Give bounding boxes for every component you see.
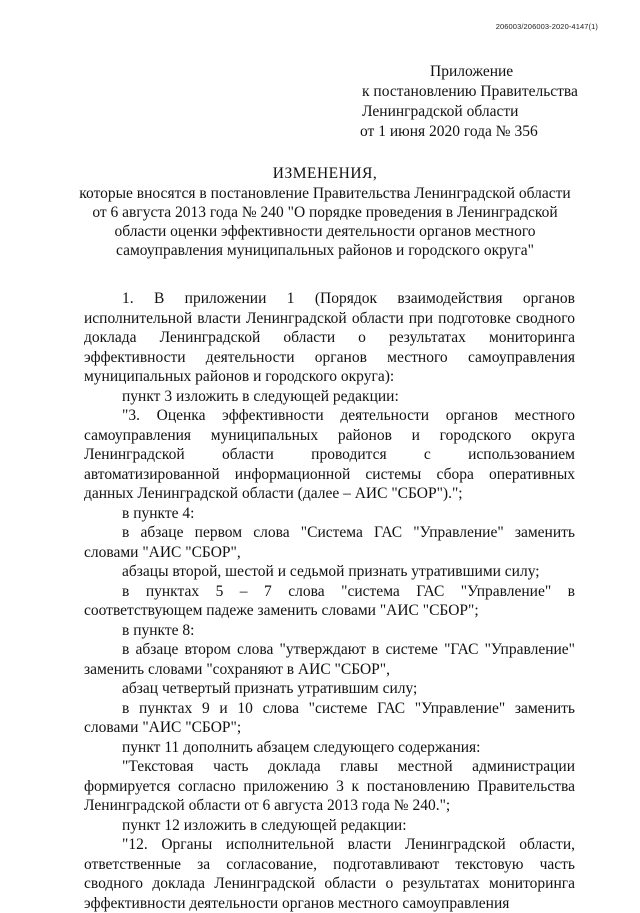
paragraph: пункт 11 дополнить абзацем следующего содержания:: [122, 738, 481, 756]
document-id: 206003/206003-2020-4147(1): [495, 22, 598, 31]
approval-line: к постановлению Правительства: [362, 83, 578, 100]
paragraph: в пункте 4:: [122, 504, 195, 522]
document-body: [84, 289, 575, 913]
approval-block: [360, 62, 590, 142]
paragraph: в абзаце втором слова "утверждают в системе "ГАС "Управление" заменить словами "сохраняют в АИС "СБОР",: [84, 641, 575, 678]
paragraph: абзацы второй, шестой и седьмой признать утратившими силу;: [122, 563, 540, 580]
paragraph: абзац четвертый признать утратившим силу;: [122, 680, 418, 697]
paragraph: в пунктах 9 и 10 слова "системе ГАС "Управление" заменить словами "АИС "СБОР";: [84, 699, 575, 736]
paragraph: пункт 3 изложить в следующей редакции:: [122, 387, 399, 405]
heading-line: от 6 августа 2013 года № 240 "О порядке проведения в Ленинградской: [92, 204, 558, 221]
heading-title: ИЗМЕНЕНИЯ,: [272, 165, 378, 182]
paragraph: в пункте 8:: [122, 621, 195, 639]
paragraph: в абзаце первом слова "Система ГАС "Управление" заменить словами "АИС "СБОР",: [84, 524, 575, 561]
heading-line: области оценки эффективности деятельности органов местного: [114, 223, 536, 240]
paragraph: 1. В приложении 1 (Порядок взаимодействия органов исполнительной власти Ленинградской области при подготовке сводного доклада Ленинградской области о результатах мониторинга эффективности деятельности органов местного самоуправления муниципальных районов и городского округа):: [84, 290, 575, 385]
heading-line: самоуправления муниципальных районов и городского округа": [116, 242, 534, 259]
paragraph: "12. Органы исполнительной власти Ленинградской области, ответственные за согласование, подготавливают текстовую часть сводного доклада Ленинградской области о результатах мониторинга эффективности деятельности органов местного самоуправления: [84, 836, 575, 912]
heading-line: которые вносятся в постановление Правительства Ленинградской области: [79, 185, 571, 202]
paragraph: пункт 12 изложить в следующей редакции:: [122, 816, 407, 834]
approval-line: от 1 июня 2020 года № 356: [360, 123, 538, 140]
approval-line: Ленинградской области: [362, 103, 519, 120]
paragraph: "Текстовая часть доклада главы местной администрации формируется согласно приложению 3 к постановлению Правительства Ленинградской области от 6 августа 2013 года № 240.";: [84, 758, 575, 814]
approval-line: Приложение: [430, 63, 514, 80]
document-heading: [60, 164, 590, 260]
paragraph: "3. Оценка эффективности деятельности органов местного самоуправления муниципальных районов и городского округа Ленинградской области проводится с использованием автоматизированной информационной системы сбора оперативных данных Ленинградской области (далее – АИС "СБОР").";: [84, 407, 575, 502]
paragraph: в пунктах 5 – 7 слова "система ГАС "Управление" в соответствующем падеже заменить словами "АИС "СБОР";: [84, 582, 575, 619]
